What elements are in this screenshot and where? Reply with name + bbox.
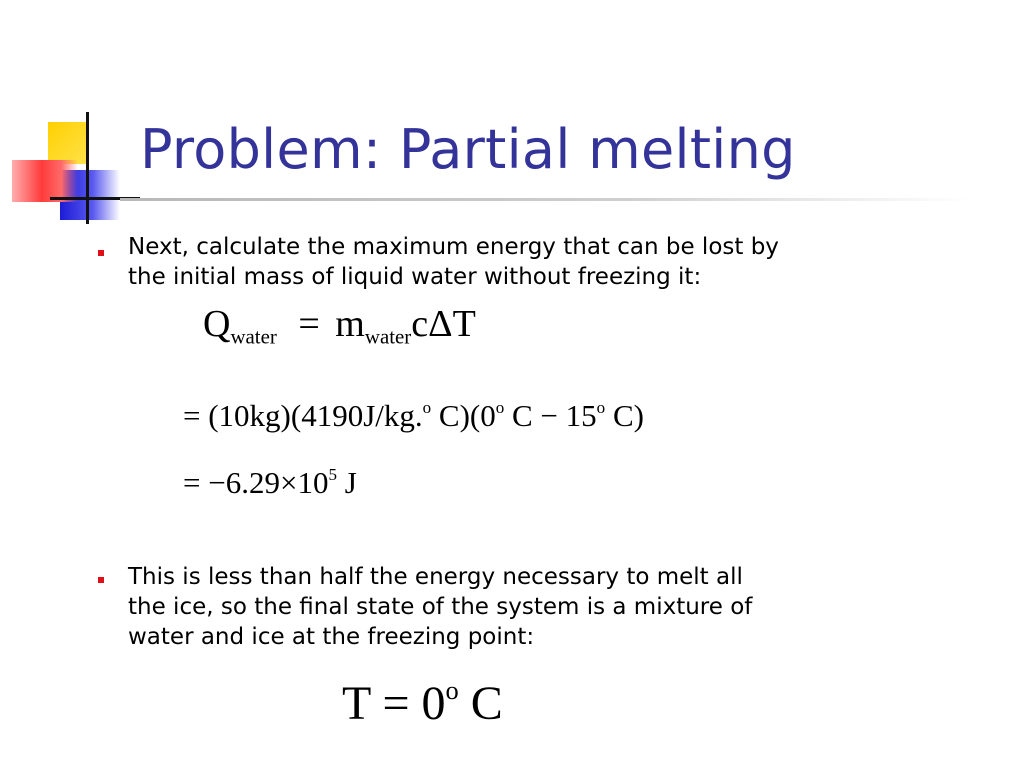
eq1-m-subscript: water (364, 324, 412, 349)
eq3-part-b: J (336, 465, 357, 500)
eq4-part-a: T = 0 (342, 676, 446, 730)
bullet-1-line-1: Next, calculate the maximum energy that can be lost by (128, 234, 779, 260)
title-divider (120, 198, 970, 201)
eq2-part-b: C)(0 (431, 398, 496, 433)
slide-logo-graphic (0, 0, 140, 240)
eq1-equals: = (298, 303, 320, 345)
bullet-2-line-2: the ice, so the final state of the system is a mixture of (128, 594, 753, 620)
logo-yellow-square (48, 122, 88, 164)
bullet-2-line-1: This is less than half the energy necessary to melt all (128, 564, 743, 590)
logo-red-square (12, 160, 78, 202)
logo-vertical-line (86, 112, 89, 224)
eq1-m: m (335, 303, 365, 345)
equation-final-temperature (342, 675, 503, 731)
eq3-exponent: 5 (328, 465, 337, 485)
eq4-degree: o (445, 675, 459, 705)
bullet-marker-1 (98, 250, 104, 256)
bullet-2-line-3: water and ice at the freezing point: (128, 624, 535, 650)
slide-title: Problem: Partial melting (140, 118, 796, 181)
eq1-Q-subscript: water (230, 324, 277, 349)
equation-heat-formula (203, 302, 476, 349)
eq2-part-a: = (10kg)(4190J/kg. (183, 398, 423, 433)
eq2-part-c: C − 15 (504, 398, 597, 433)
eq1-rest: cΔT (411, 303, 476, 345)
bullet-1-line-2: the initial mass of liquid water without freezing it: (128, 264, 702, 290)
eq2-part-d: C) (605, 398, 644, 433)
eq2-degree-1: o (422, 398, 432, 418)
equation-substitution (183, 398, 644, 434)
eq1-Q: Q (203, 303, 231, 345)
eq2-degree-2: o (495, 398, 505, 418)
equation-result (183, 465, 357, 501)
eq3-part-a: = −6.29×10 (183, 465, 329, 500)
eq4-part-b: C (458, 676, 503, 730)
eq2-degree-3: o (596, 398, 606, 418)
bullet-marker-2 (98, 577, 104, 583)
